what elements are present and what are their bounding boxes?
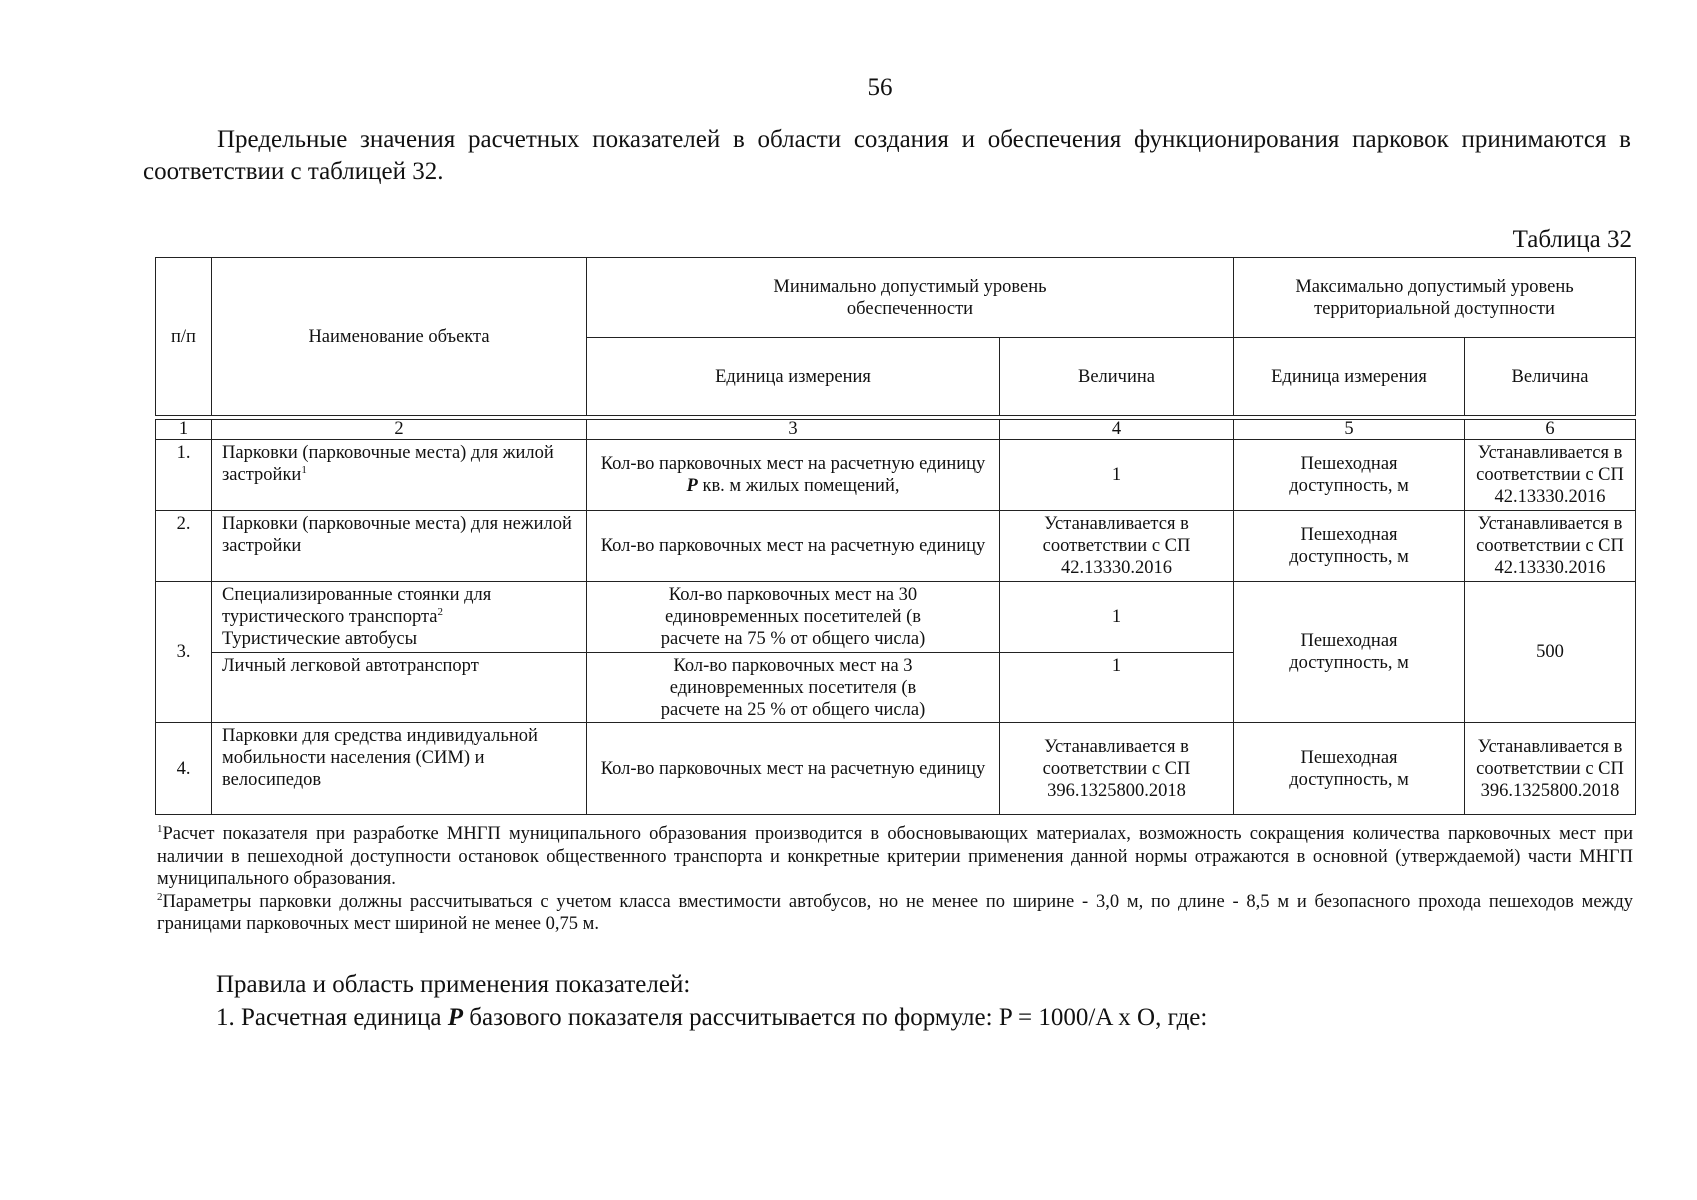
row-number: 4. [156, 723, 212, 815]
row-value: 1 [1000, 582, 1234, 653]
row-number: 3. [156, 582, 212, 723]
footnotes [157, 823, 1633, 936]
row-value: Устанавливается в соответствии с СП 42.13330.2016 [1000, 511, 1234, 582]
row-unit: Кол-во парковочных мест на расчетную единицу [587, 511, 1000, 582]
header-row-1 [156, 258, 1636, 338]
table-row [156, 511, 1636, 582]
rules-heading: Правила и область применения показателей: [216, 971, 691, 998]
row-unit-text: кв. м жилых помещений, [697, 476, 900, 496]
header-name: Наименование объекта [212, 258, 587, 416]
row-name-subitem: Личный легковой автотранспорт [212, 653, 587, 723]
row-value: 1 [1000, 653, 1234, 723]
row-name [212, 440, 587, 511]
row-access-value: Устанавливается в соответствии с СП 42.13330.2016 [1465, 440, 1636, 511]
row-access-unit: Пешеходная доступность, м [1234, 723, 1465, 815]
footnote-ref: 1 [301, 463, 307, 476]
row-name-text: Специализированные стоянки для туристического транспорта [222, 585, 492, 627]
table-row [156, 440, 1636, 511]
row-name: Парковки для средства индивидуальной мобильности населения (СИМ) и велосипедов [212, 723, 587, 815]
header-value: Величина [1000, 338, 1234, 416]
row-name-text: Парковки (парковочные места) для жилой застройки [222, 443, 554, 485]
row-value: Устанавливается в соответствии с СП 396.1325800.2018 [1000, 723, 1234, 815]
page-number: 56 [867, 74, 893, 101]
row-unit: Кол-во парковочных мест на 3 единовременных посетителя (в расчете на 25 % от общего числа) [587, 653, 1000, 723]
row-unit [587, 440, 1000, 511]
rules-item-text: базового показателя рассчитывается по формуле: P = 1000/A x O, где: [463, 1004, 1208, 1031]
header-pp: п/п [156, 258, 212, 416]
column-number: 2 [212, 420, 587, 440]
footnote-1 [157, 823, 1633, 891]
row-value: 1 [1000, 440, 1234, 511]
row-unit-text: Кол-во парковочных мест на расчетную единицу [600, 454, 986, 474]
footnote-text: Параметры парковки должны рассчитываться с учетом класса вместимости автобусов, но не менее по ширине - 3,0 м, по длине - 8,5 м и безопасного прохода пешеходов между границами парковочных мест шириной не менее 0,75 м. [157, 891, 1633, 934]
rules-item-text: 1. Расчетная единица [216, 1004, 448, 1031]
row-access-value: Устанавливается в соответствии с СП 396.1325800.2018 [1465, 723, 1636, 815]
header-unit-2: Единица измерения [1234, 338, 1465, 416]
parking-indicators-table [155, 257, 1636, 815]
row-name [212, 582, 587, 653]
footnote-ref: 2 [437, 605, 443, 618]
column-number: 6 [1465, 420, 1636, 440]
header-value-2: Величина [1465, 338, 1636, 416]
row-access-unit: Пешеходная доступность, м [1234, 511, 1465, 582]
row-access-unit: Пешеходная доступность, м [1234, 582, 1465, 723]
column-number: 5 [1234, 420, 1465, 440]
variable-p: Р [447, 1004, 464, 1031]
column-number-row [156, 420, 1636, 440]
column-number: 3 [587, 420, 1000, 440]
footnote-mark: 1 [157, 822, 163, 835]
row-number: 2. [156, 511, 212, 582]
row-name-subitem: Туристические автобусы [222, 629, 418, 649]
header-min-group: Минимально допустимый уровень обеспеченности [587, 258, 1234, 338]
intro-paragraph [143, 124, 1631, 188]
variable-p: Р [686, 476, 698, 496]
footnote-2 [157, 891, 1633, 936]
rules-section [216, 968, 1636, 1034]
row-number: 1. [156, 440, 212, 511]
row-access-value: 500 [1465, 582, 1636, 723]
column-number: 4 [1000, 420, 1234, 440]
header-unit: Единица измерения [587, 338, 1000, 416]
header-max-group: Максимально допустимый уровень территориальной доступности [1234, 258, 1636, 338]
row-name: Парковки (парковочные места) для нежилой застройки [212, 511, 587, 582]
table-row [156, 582, 1636, 653]
column-number: 1 [156, 420, 212, 440]
row-access-unit: Пешеходная доступность, м [1234, 440, 1465, 511]
row-access-value: Устанавливается в соответствии с СП 42.13330.2016 [1465, 511, 1636, 582]
table-row [156, 723, 1636, 815]
rules-item-1 [216, 1001, 1636, 1034]
footnote-text: Расчет показателя при разработке МНГП муниципального образования производится в обосновывающих материалах, возможность сокращения количества парковочных мест при наличии в пешеходной доступности остановок общественного транспорта и конкретные критерии применения данной нормы отражаются в основной (утверждаемой) части МНГП муниципального образования. [157, 824, 1633, 889]
footnote-mark: 2 [157, 890, 163, 903]
table-caption: Таблица 32 [1512, 226, 1632, 253]
intro-text: Предельные значения расчетных показателей в области создания и обеспечения функционирования парковок принимаются в соответствии с таблицей 32. [143, 126, 1631, 185]
row-unit: Кол-во парковочных мест на 30 единовременных посетителей (в расчете на 75 % от общего числа) [587, 582, 1000, 653]
row-unit: Кол-во парковочных мест на расчетную единицу [587, 723, 1000, 815]
